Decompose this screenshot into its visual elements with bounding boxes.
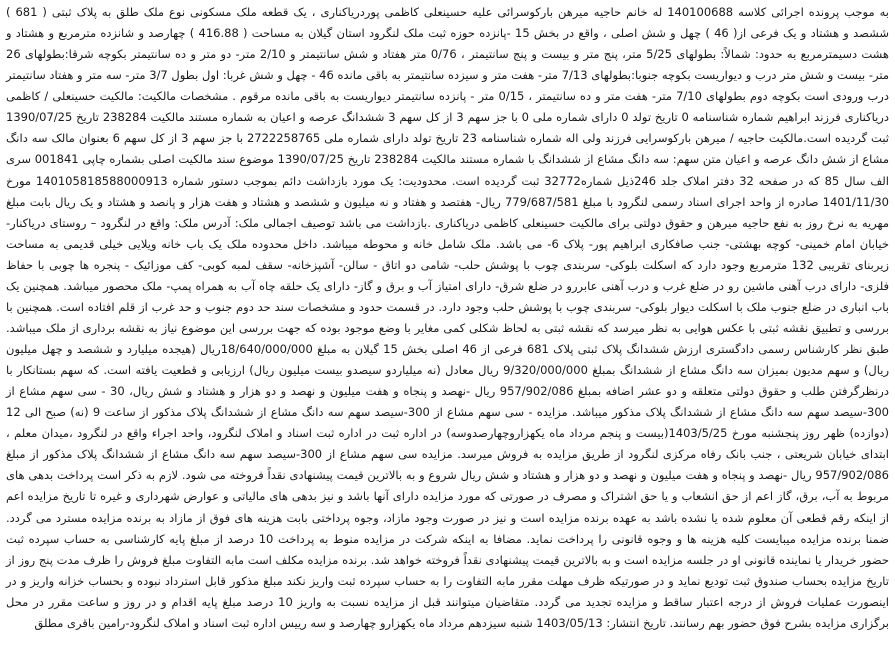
- auction-notice-document: [6, 2, 889, 634]
- auction-notice-body: به موجب پرونده اجرائی کلاسه 140100688 له خانم حاجیه میرهن بارکوسرائی علیه حسینعلی کاظمی پوردریاکناری ، یک قطعه ملک مسکونی نوع ملک طلق به پلاک ثبتی ( 681 ) ششصد و هشتاد و یک فرعی از( 46 ) چهل و شش اصلی ، واقع در بخش 15 -پانزده حوزه ثبت ملک لنگرود استان گیلان به مساحت ( 416.88 ) چهارصد و شانزده مترمربع و هشتاد و هشت دسیمترمربع به حدود: شمالاً: بطولهای 5/25 متر، پنج متر و بیست و پنج سانتیمتر ، 0/76 متر هفتاد و شش سانتیمتر و 2/10 متر- دو متر و ده سانتیمتر بکوچه شرقا:بطولهای 26 متر- بیست و شش متر درب و دیواریست بکوچه جنوبا:بطولهای 7/13 متر- هفت متر و سیزده سانتیمتر به باقی مانده 46 - چهل و شش غربا: اول بطول 3/7 متر- سه متر و هفتاد سانتیمتر درب ورودی است بکوچه دوم بطولهای 7/10 متر- هفت متر و ده سانتیمتر ، 0/15 متر - پانزده سانتیمتر دیواریست به باقی مانده مرقوم . مشخصات مالکیت: مالکیت حسینعلی / کاظمی دریاکناری فرزند ابراهیم شماره شناسنامه 0 تاریخ تولد 0 دارای شماره ملی 0 با جز سهم 3 از کل سهم 3 ششدانگ عرصه و اعیان به شماره مستند مالکیت 238284 تاریخ 1390/07/25 ثبت گردیده است.مالکیت حاجیه / میرهن بارکوسرایی فرزند ولی اله شماره شناسنامه 23 تاریخ تولد دارای شماره ملی 2722258765 با جز سهم 3 از کل سهم 6 بعنوان مالک سه دانگ مشاع از شش دانگ عرصه و اعیان متن سهم: سه دانگ مشاع از ششدانگ با شماره مستند مالکیت 238284 تاریخ 1390/07/25 موضوع سند مالکیت اصلی بشماره چاپی 001841 سری الف سال 85 که در صفحه 32 دفتر املاک جلد 246ذیل شماره32772 ثبت گردیده است. محدودیت: یک مورد بازداشت دائم بموجب دستور شماره 140105818588000913 مورخ 1401/11/30 صادره از واحد اجرای اسناد رسمی لنگرود با مبلغ 779/687/581 ریال- هفتصد و هفتاد و نه میلیون و ششصد و هشتاد و هفت هزار و پانصد و هشتاد و یک ریال بابت مبلغ مهریه به نرخ روز به نفع حاجیه میرهن و حقوق دولتی برای مالکیت حسینعلی کاظمی دریاکناری .بازداشت می باشد توصیف اجمالی ملک: آدرس ملک: واقع در لنگرود – روستای دریاکنار- خیابان امام خمینی- کوچه بهشتی- جنب صافکاری ابراهیم پور- پلاک 6- می باشد. ملک شامل خانه و محوطه میباشد. داخل محدوده ملک یک باب خانه ویلایی خیلی قدیمی به مساحت زیربنای تقریبی 132 مترمربع وجود دارد که اسکلت بلوکی- سربندی چوب با پوشش حلب- شامی دو اتاق - سالن- آشپزخانه- سقف لمبه کوبی- کف موزائیک - پنجره ها چوبی با حفاظ فلزی- دارای درب آهنی ماشین رو در ضلع غرب و درب آهنی عابررو در ضلع شرق- دارای امتیاز آب و برق و گاز- دارای یک حلقه چاه آب به همراه پمپ- ملک محصور میباشد. همچنین یک باب انباری در ضلع جنوب ملک با اسکلت دیوار بلوکی- سربندی چوب با پوشش حلب وجود دارد. در قسمت حدود و مشخصات سند حد دوم جنوب و حد غرب از قلم افتاده است. همچنین با بررسی و تطبیق نقشه ثبتی با عکس هوایی به نظر میرسد که نقشه ثبتی به لحاظ شکلی کمی مغایر با وضع موجود بوده که جهت بررسی این موضوع نیاز به نقشه برداری از ملک میباشد. طبق نظر کارشناس رسمی دادگستری ارزش ششدانگ پلاک ثبتی پلاک 681 فرعی از 46 اصلی بخش 15 گیلان به مبلغ 18/640/000/000ریال (هیجده میلیارد و ششصد و چهل میلیون ریال) و سهم مدیون بمیزان سه دانگ مشاع از ششدانگ بمبلغ 9/320/000/000 ریال معادل (نه میلیاردو سیصدو بیست میلیون ریال) ارزیابی و قطعیت یافته است. که سهم بستانکار با درنظرگرفتن طلب و حقوق دولتی متعلقه و دو عشر اضافه بمبلغ 957/902/086 ریال -نهصد و پنجاه و هفت میلیون و نهصد و دو هزار و هشتاد و شش ریال، 30 - سی سهم مشاع از 300-سیصد سهم سه دانگ مشاع از ششدانگ پلاک مذکور میباشد. مزایده - سی سهم مشاع از 300-سیصد سهم سه دانگ مشاع از ششدانگ پلاک مذکور از ساعت 9 (نه) صبح الی 12 (دوازده) ظهر روز پنجشنبه مورخ 1403/5/25(بیست و پنجم مرداد ماه یکهزاروچهارصدوسه) در اداره ثبت در اداره ثبت اسناد و املاک لنگرود، واحد اجراء واقع در لنگرود ،میدان معلم ، ابتدای خیابان شریعتی ، جنب بانک رفاه مرکزی لنگرود از طریق مزایده به فروش میرسد. مزایده سی سهم مشاع از 300-سیصد سهم سه دانگ مشاع از ششدانگ پلاک مذکور از مبلغ 957/902/086 ریال -نهصد و پنجاه و هفت میلیون و نهصد و دو هزار و هشتاد و شش ریال شروع و به بالاترین قیمت پیشنهادی نقداً فروخته می شود. لازم به ذکر است پرداخت بدهی های مربوط به آب، برق، گاز اعم از حق انشعاب و یا حق اشتراک و مصرف در صورتی که مورد مزایده دارای آنها باشد و نیز بدهی های مالیاتی و عوارض شهرداری و غیره تا تاریخ مزایده اعم از اینکه رقم قطعی آن معلوم شده یا نشده باشد به عهده برنده مزایده است و نیز در صورت وجود مازاد، وجوه پرداختی بابت هزینه های فوق از مازاد به برنده مزایده مسترد می گردد. ضمنا برنده مزایده میبایست کلیه هزینه ها و وجوه قانونی را پرداخت نماید. مضافا به اینکه شرکت در مزایده منوط به پرداخت 10 درصد از مبلغ پایه کارشناسی به حساب سپرده ثبت حضور خریدار یا نماینده قانونی او در جلسه مزایده است و به بالاترین قیمت پیشنهادی نقداً فروخته خواهد شد. برنده مزایده مکلف است مابه التفاوت مبلغ فروش را ظرف مدت پنج روز از تاریخ مزایده بحساب صندوق ثبت تودیع نماید و در صورتیکه ظرف مهلت مقرر مابه التفاوت را به حساب سپرده ثبت واریز نکند مبلغ مذکور قابل استرداد نبوده و بحساب خزانه واریز و در اینصورت عملیات فروش از درجه اعتبار ساقط و مزایده تجدید می گردد. متقاضیان میتوانند قبل از مزایده نسبت به واریز 10 درصد مبلغ پایه اقدام و در روز و ساعت مقرر در محل برگزاری مزایده بشرح فوق حضور بهم رسانند. تاریخ انتشار: 1403/05/13 شنبه سیزدهم مرداد ماه یکهزارو چهارصد و سه رییس اداره ثبت اسناد و املاک لنگرود-رامین باقری مطلق: [6, 5, 890, 630]
